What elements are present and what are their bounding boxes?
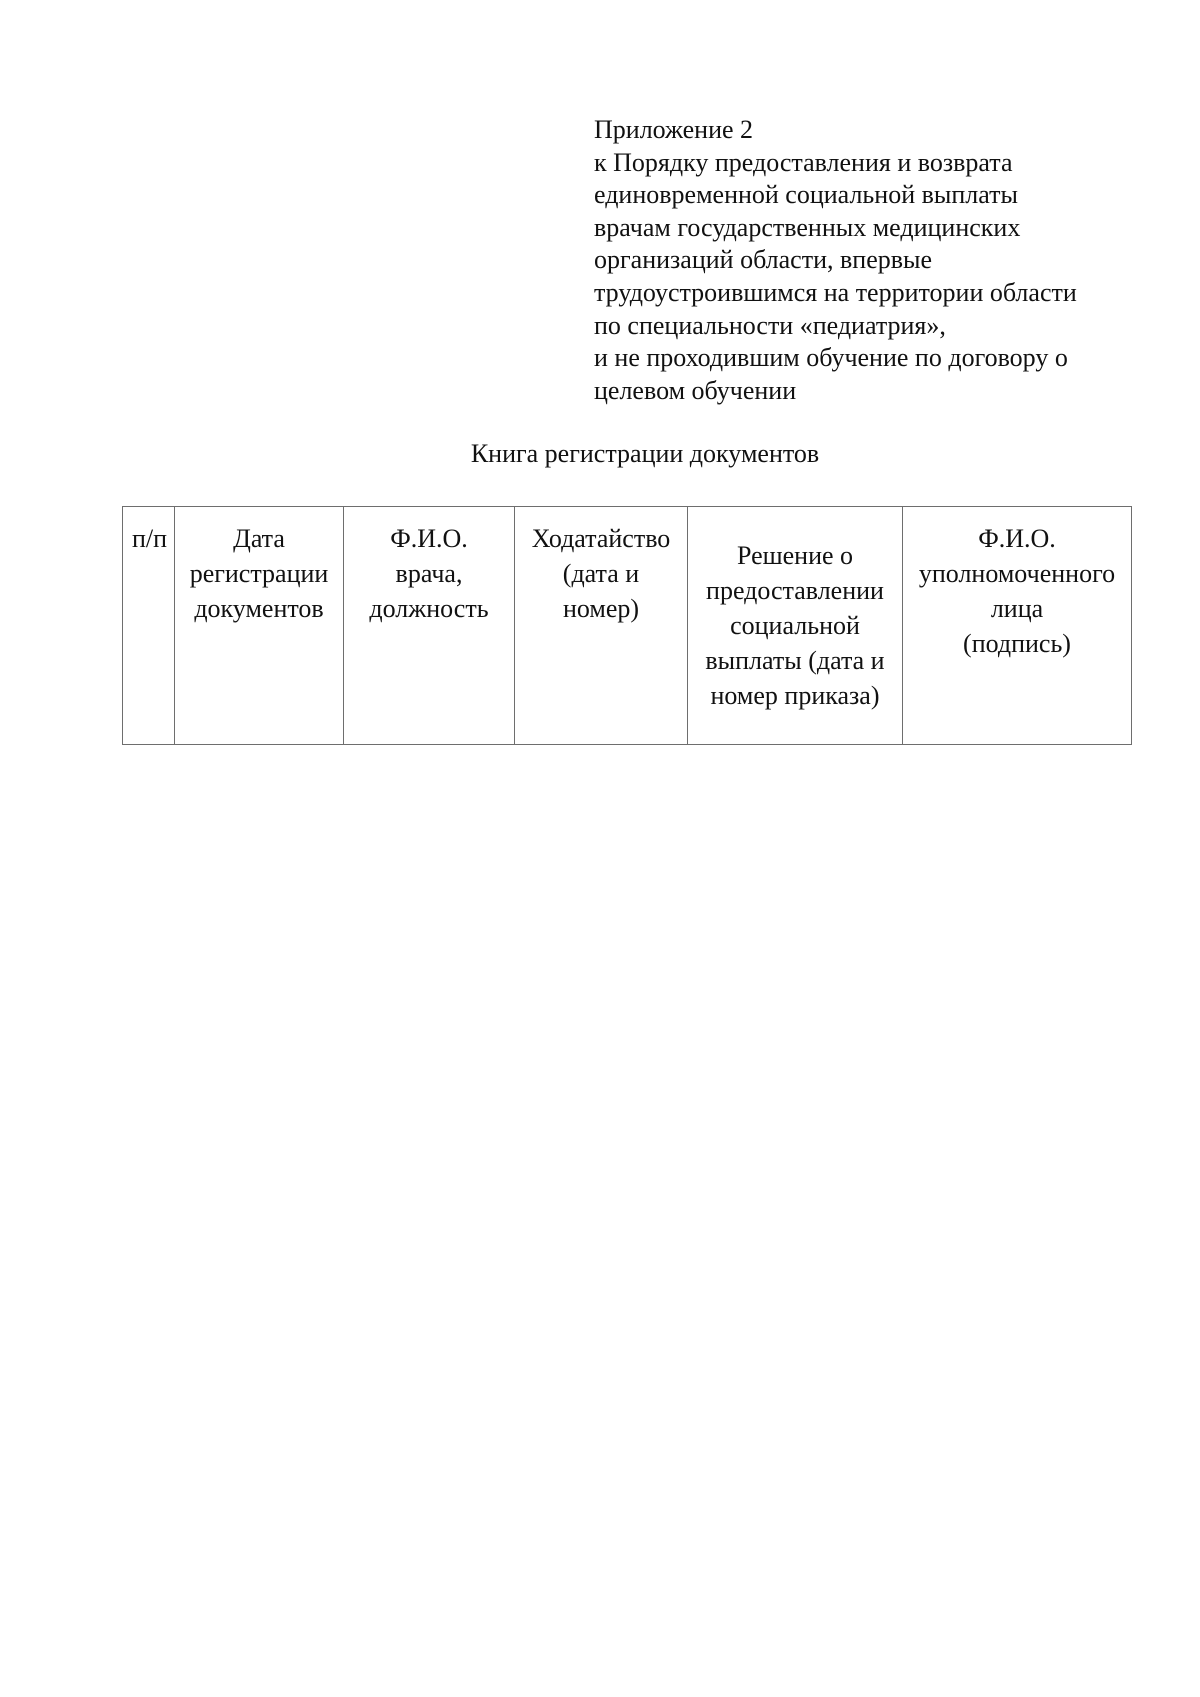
appendix-line: Приложение 2 [594,115,754,144]
registration-table [122,506,1132,745]
header-line: номер) [562,594,640,623]
header-line: Ф.И.О. [390,524,468,553]
header-line: Ходатайство [531,524,671,553]
header-cell-authorized-person [903,507,1132,745]
appendix-line: организаций области, впервые [594,245,933,275]
header-line: (подпись) [963,629,1071,658]
header-line: регистрации [189,559,329,588]
appendix-line: и не проходившим обучение по договору о [594,343,1068,373]
header-line: врача, [395,559,463,588]
header-line: должность [369,594,489,623]
appendix-block [594,114,1154,407]
header-line: Ф.И.О. [978,524,1056,553]
header-line: п/п [132,524,168,553]
header-line: социальной [730,611,860,640]
appendix-line: трудоустроившимся на территории области [594,277,1077,307]
header-cell-doctor-name [344,507,515,745]
appendix-line: по специальности «педиатрия», [594,310,946,340]
table-header-row [123,507,1132,745]
document-title: Книга регистрации документов [470,439,820,468]
header-line: лица [990,594,1044,623]
header-line: предоставлении [706,576,884,605]
header-line: уполномоченного [918,559,1116,588]
appendix-line: врачам государственных медицинских [594,212,1021,242]
header-line: (дата и [562,559,640,588]
header-cell-number [123,507,175,745]
header-line: документов [194,594,324,623]
appendix-line: к Порядку предоставления и возврата [594,147,1013,177]
header-cell-petition [515,507,688,745]
header-line: выплаты (дата и [705,646,885,675]
appendix-line: единовременной социальной выплаты [594,180,1018,210]
header-line: Решение о [736,541,854,570]
header-line: Дата [233,524,285,553]
header-cell-registration-date [175,507,344,745]
header-cell-decision [688,507,903,745]
appendix-line: целевом обучении [594,375,797,405]
header-line: номер приказа) [710,681,880,710]
